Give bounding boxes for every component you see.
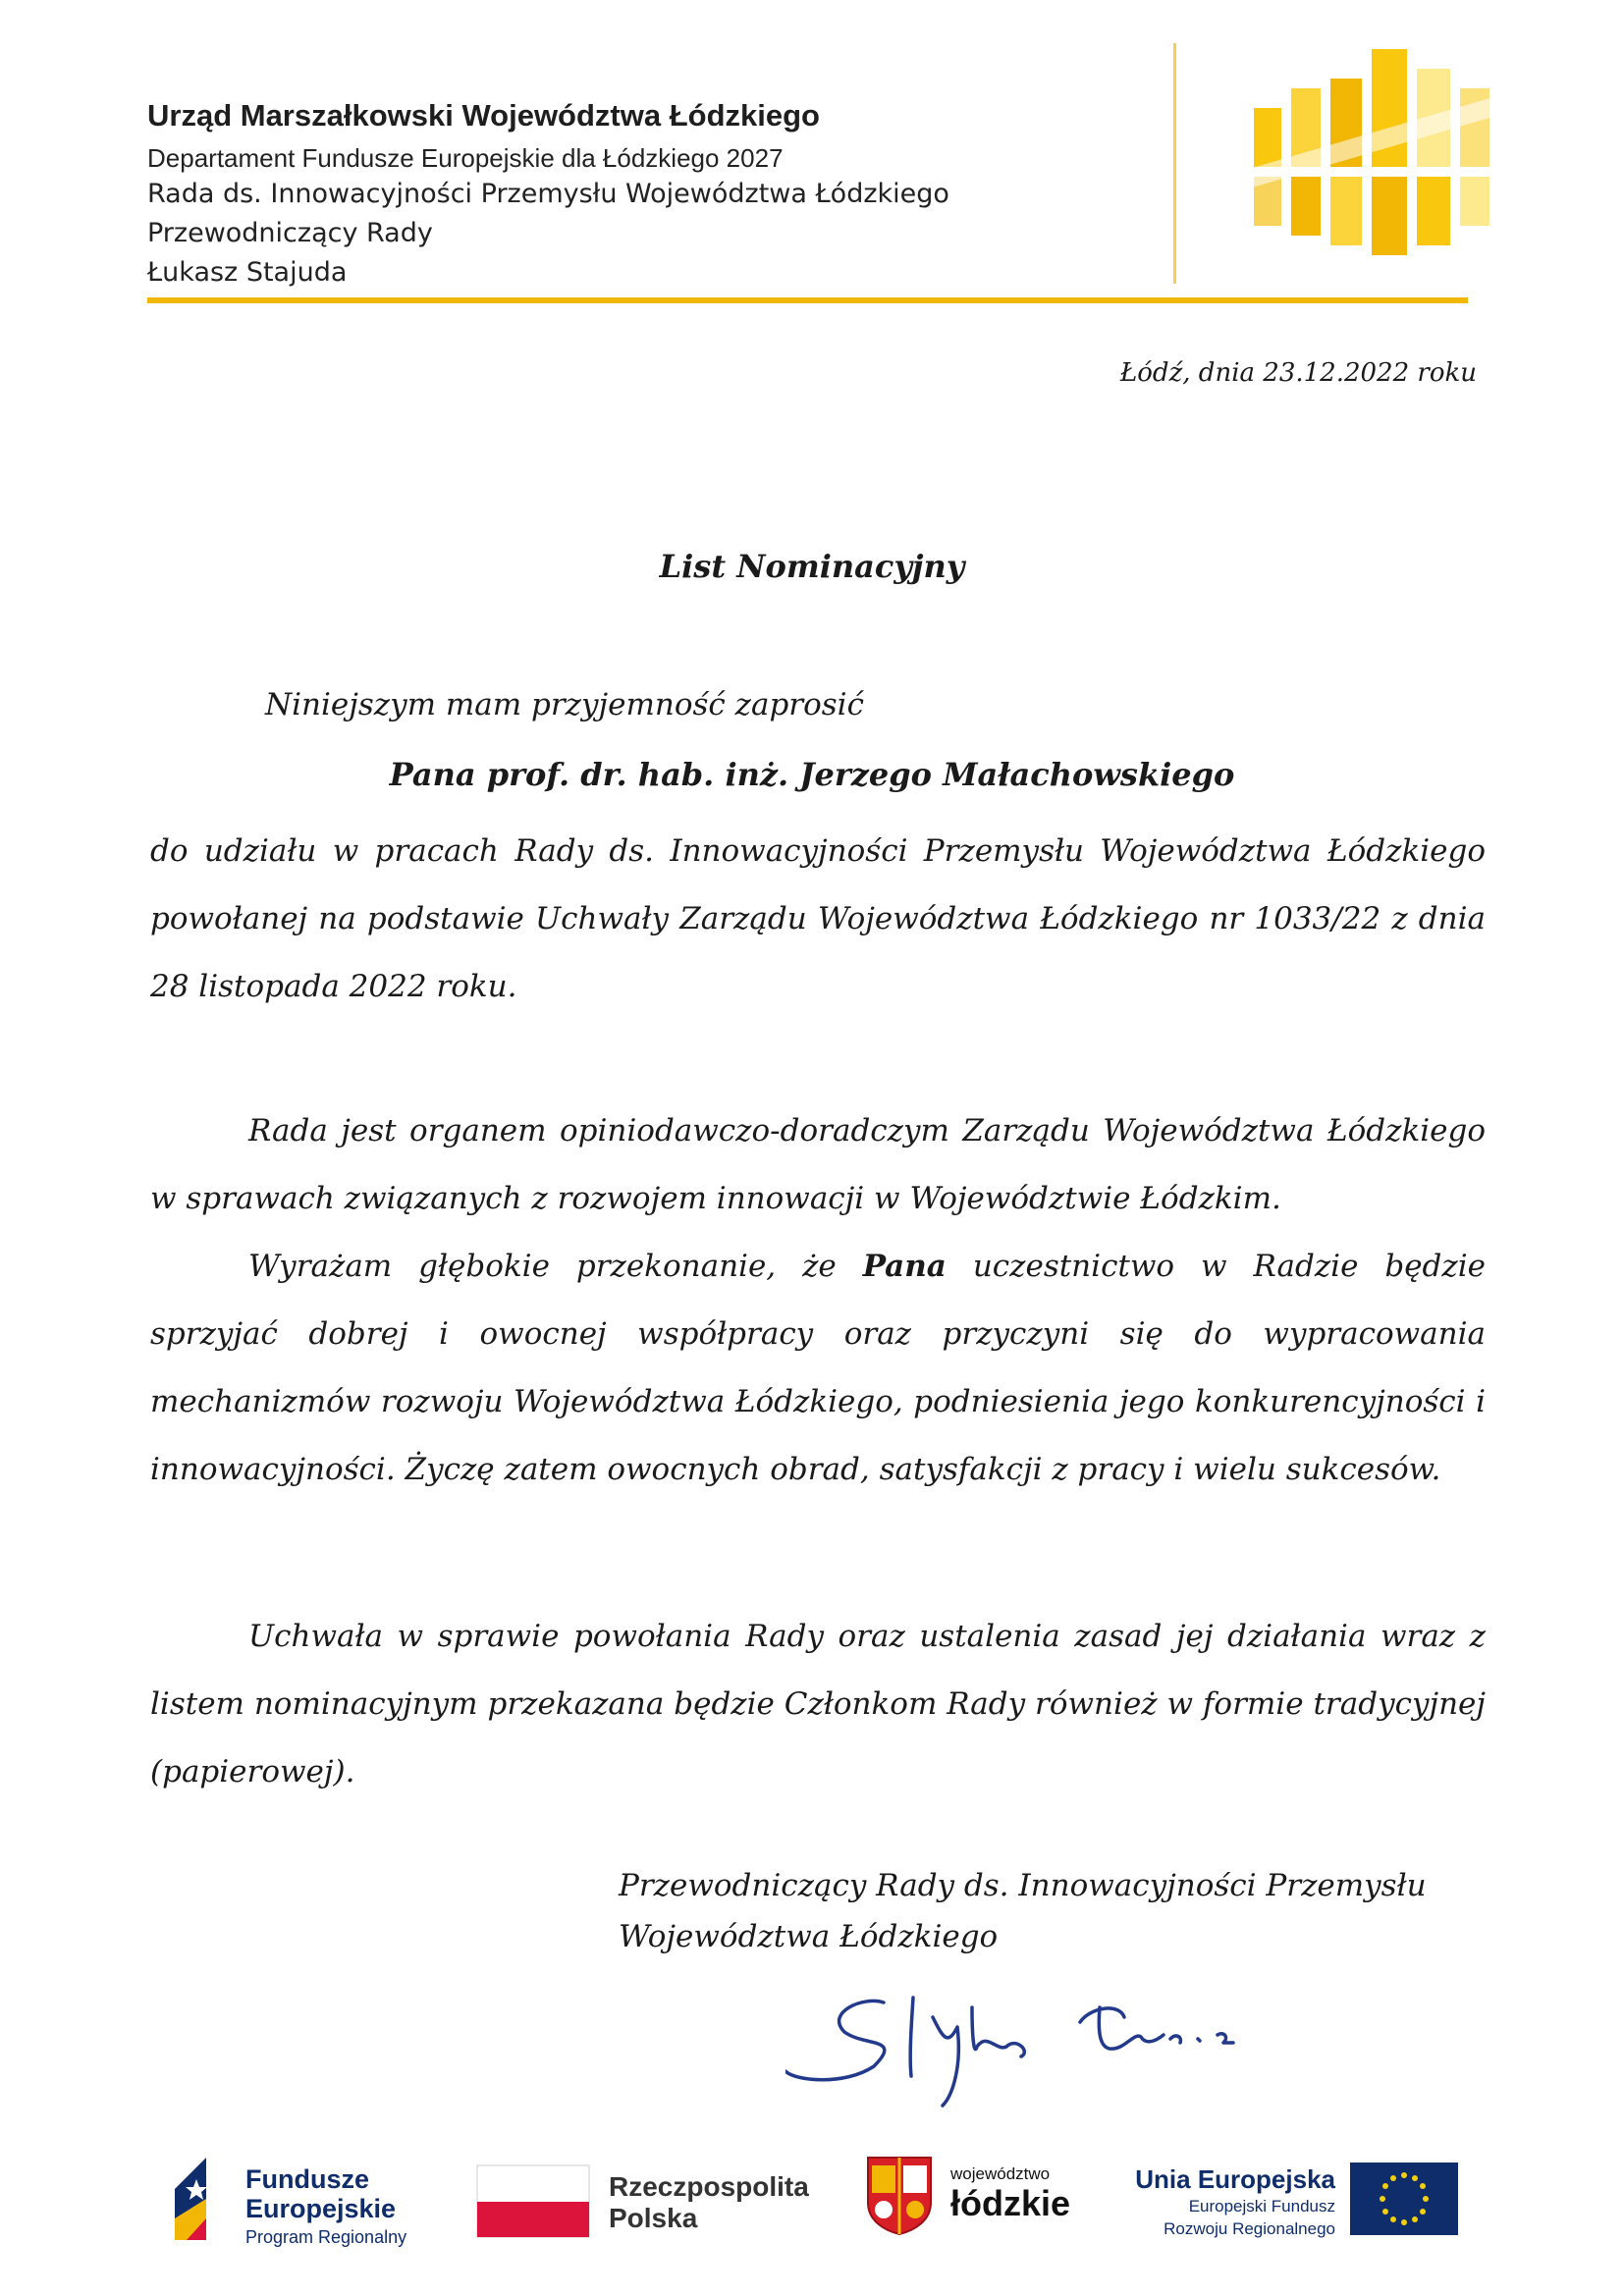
header-organization: Urząd Marszałkowski Województwa Łódzkiego bbox=[147, 98, 820, 133]
paragraph-wishes-bold: Pana bbox=[862, 1249, 947, 1284]
funds-logo-icon bbox=[1183, 39, 1497, 265]
paragraph-wishes-end: uczestnictwo w Radzie będzie sprzyjać dobrej i owocnej współpracy oraz przyczyni się do wypracowania mechanizmów rozwoju Województwa Łódzkiego, podniesienia jego konkurencyjności i innowacyjności. Życzę zatem owocnych obrad, satysfakcji z pracy i wielu sukcesów. bbox=[150, 1249, 1486, 1487]
signature-title-line2: Województwa Łódzkiego bbox=[619, 1919, 999, 1954]
signature-title-line1: Przewodniczący Rady ds. Innowacyjności Przemysłu bbox=[619, 1868, 1427, 1903]
paragraph-council-appointment: do udziału w pracach Rady ds. Innowacyjności Przemysłu Województwa Łódzkiego powołanej na podstawie Uchwały Zarządu Województwa Łódzkiego nr 1033/22 z dnia 28 listopada 2022 roku. bbox=[150, 833, 1486, 1004]
wl-line2: łódzkie bbox=[950, 2183, 1071, 2223]
ue-line2: Europejski Fundusz bbox=[1188, 2197, 1335, 2216]
wl-line1: województwo bbox=[950, 2164, 1051, 2183]
european-funds-text bbox=[245, 2164, 406, 2248]
paragraph-council-role: Rada jest organem opiniodawczo-doradczym Zarządu Województwa Łódzkiego w sprawach związanych z rozwojem innowacji w Województwie Łódzkim. bbox=[150, 1113, 1486, 1216]
fe-line1: Fundusze bbox=[245, 2164, 369, 2194]
paragraph-wishes bbox=[150, 1233, 1486, 1504]
fe-line2: Europejskie bbox=[245, 2194, 397, 2223]
handwritten-signature bbox=[785, 1978, 1355, 2115]
ue-line3: Rozwoju Regionalnego bbox=[1164, 2219, 1335, 2238]
lodzkie-coat-of-arms-icon bbox=[866, 2156, 933, 2236]
eu-text bbox=[1129, 2164, 1335, 2239]
poland-flag-icon bbox=[476, 2164, 590, 2238]
eu-flag-icon bbox=[1350, 2163, 1458, 2235]
ue-line1: Unia Europejska bbox=[1135, 2164, 1335, 2194]
paragraph-wishes-start: Wyrażam głębokie przekonanie, że bbox=[248, 1249, 863, 1284]
header-name: Łukasz Stajuda bbox=[147, 257, 348, 288]
european-funds-logo-icon bbox=[167, 2150, 238, 2248]
recipient-name: Pana prof. dr. hab. inż. Jerzego Małachowskiego bbox=[389, 756, 1235, 793]
header-department: Departament Fundusze Europejskie dla Łódzkiego 2027 bbox=[147, 143, 784, 173]
letter-date: Łódź, dnia 23.12.2022 roku bbox=[1119, 358, 1477, 388]
letter-title: List Nominacyjny bbox=[659, 548, 965, 585]
poland-text bbox=[609, 2171, 809, 2234]
header-divider bbox=[147, 297, 1468, 303]
signature-block bbox=[619, 1860, 1427, 1962]
paragraph-resolution: Uchwała w sprawie powołania Rady oraz ustalenia zasad jej działania wraz z listem nominacyjnym przekazana będzie Członkom Rady również w formie tradycyjnej (papierowej). bbox=[150, 1619, 1486, 1789]
fe-line3: Program Regionalny bbox=[245, 2227, 407, 2247]
lodzkie-text bbox=[950, 2164, 1070, 2223]
header-vertical-divider bbox=[1173, 43, 1176, 284]
header-council: Rada ds. Innowacyjności Przemysłu Województwa Łódzkiego bbox=[147, 179, 949, 209]
invitation-line: Niniejszym mam przyjemność zaprosić bbox=[265, 687, 864, 722]
header-position: Przewodniczący Rady bbox=[147, 218, 433, 248]
rp-line2: Polska bbox=[609, 2203, 698, 2233]
rp-line1: Rzeczpospolita bbox=[609, 2171, 809, 2202]
